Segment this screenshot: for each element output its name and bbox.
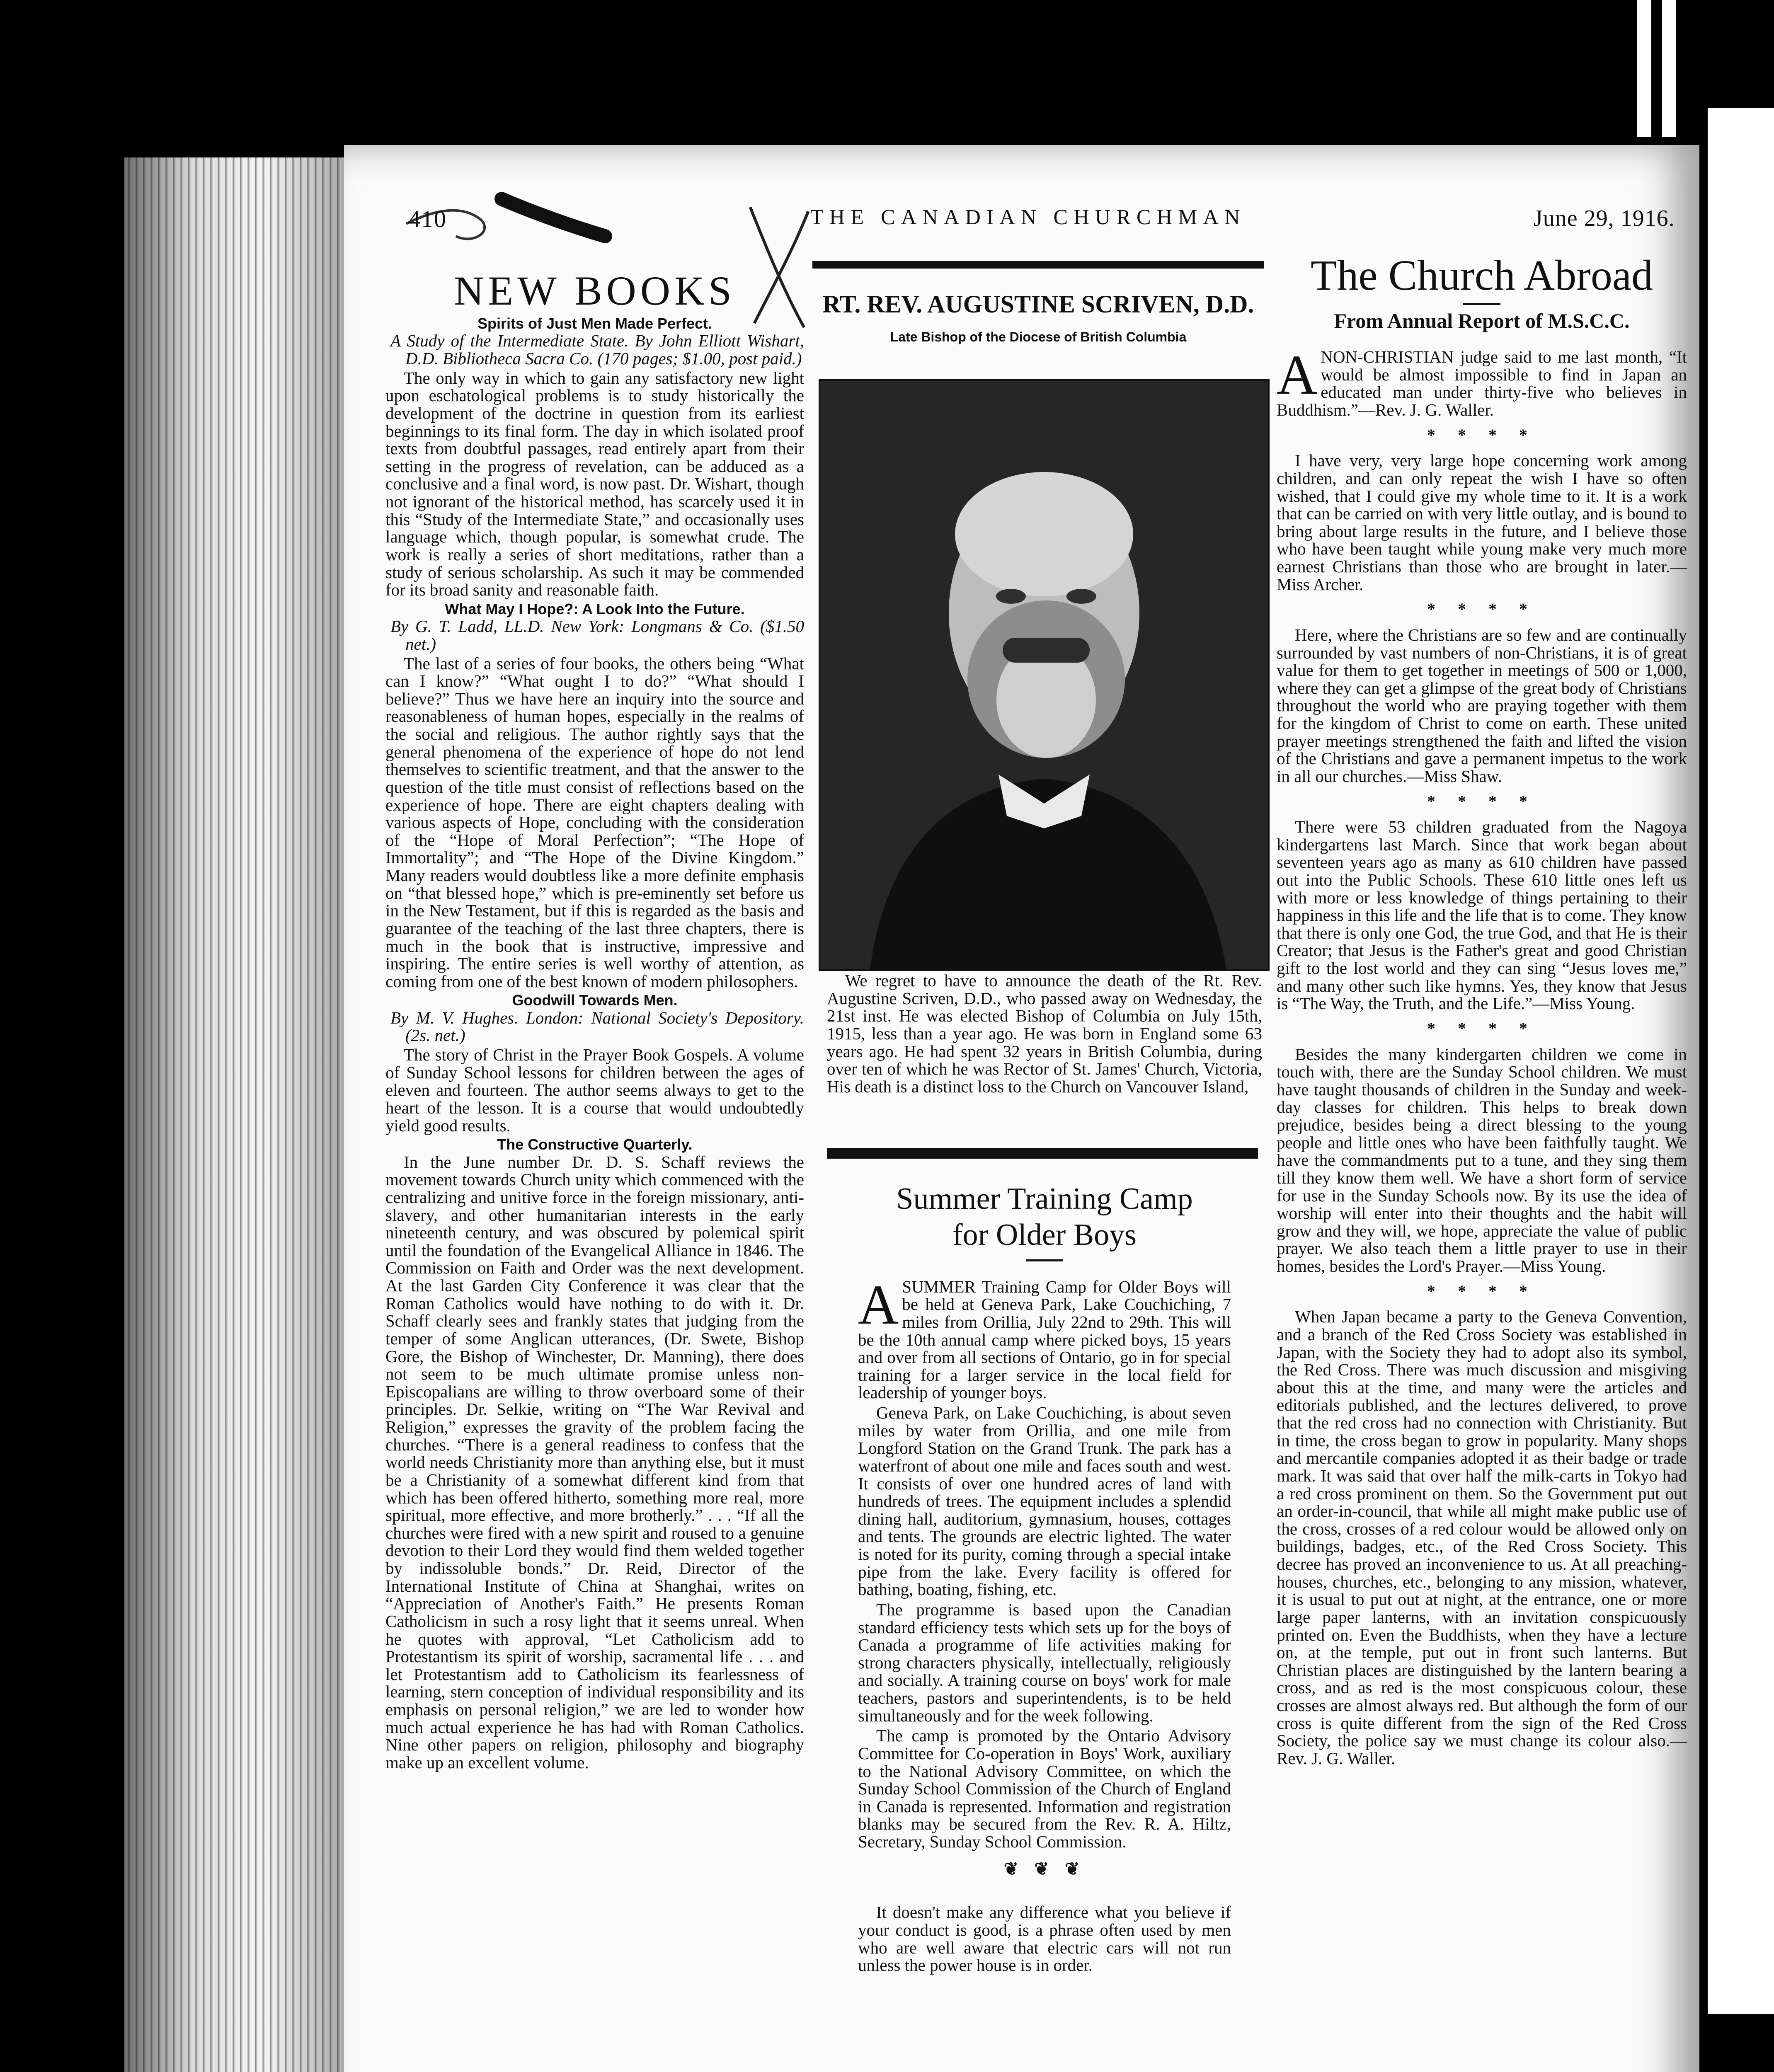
book-citation: A Study of the Intermediate State. By John Elliott Wishart, D.D. Bibliotheca Sacra Co. (170 pages; $1.00, post paid.)	[390, 331, 804, 368]
church-abroad-subtitle: From Annual Report of M.S.C.C.	[1334, 309, 1630, 333]
film-edge-mark	[1662, 0, 1676, 137]
obituary-top-rule	[812, 261, 1264, 269]
abroad-paragraph-1	[1277, 344, 1687, 420]
abroad-paragraph-6: When Japan became a party to the Geneva Convention, and a branch of the Red Cross Society was established in Japan, with the Society they had to adopt also its symbol, the Red Cross. There was much discussion and misgiving about this at the time, and many were the articles and editorials published, and the lectures delivered, to prove that the red cross had no connection with Christianity. But in time, the cross began to grow in popularity. Many shops and mercantile companies adopted it as their badge or trade mark. It was said that over half the milk-carts in Tokyo had a red cross prominent on them. So the Government put out an order-in-council, that while all might make public use of the cross, crosses of a red colour would be allowed only on buildings, badges, etc., of the Red Cross Society. This decree has proved an inconvenience to us. At all preaching-houses, churches, etc., belonging to any mission, whatever, it is usual to put out at night, at the entrance, one or more large paper lanterns, with an invitation conspicuously printed on. Even the Buddhists, when they have a lecture on, at the temple, put out in front such lanterns. But Christian places are distinguished by the lantern bearing a cross, and as red is the most conspicuous colour, these crosses are almost always red. But although the form of our cross is quite different from the sign of the Red Cross Society, the police say we must change its colour also.—Rev. J. G. Waller.	[1277, 1307, 1687, 1768]
abroad-paragraph-1-text: NON-CHRISTIAN judge said to me last month, “It would be almost impossible to find in Japan an educated man under thirty-five who believes in Buddhism.”—Rev. J. G. Waller.	[1277, 347, 1687, 420]
publication-title: THE CANADIAN CHURCHMAN	[810, 206, 1246, 229]
book-citation: By M. V. Hughes. London: National Society's Depository. (2s. net.)	[390, 1008, 804, 1045]
camp-paragraph-3: The programme is based upon the Canadian standard efficiency tests which sets up for the boys of Canada a programme of life activities making for strong characters physically, intellectually, religiously and socially. A training course on boys' work for male teachers, pastors and superintendents, is to be held simultaneously and for the week following.	[858, 1600, 1231, 1725]
section-stars: * * * *	[1427, 600, 1536, 619]
camp-title	[858, 1181, 1231, 1254]
book-title: What May I Hope?: A Look Into the Future.	[445, 600, 745, 617]
camp-paragraph-1-text: SUMMER Training Camp for Older Boys will be held at Geneva Park, Lake Couchiching, 7 miles from Orillia, July 22nd to 29th. This will be the 10th annual camp where picked boys, 15 years and over from all sections of Ontario, go in for special training for a larger service in the local field for leadership of younger boys.	[858, 1277, 1231, 1402]
film-edge-mark	[1637, 0, 1651, 137]
section-stars: * * * *	[1427, 425, 1536, 444]
abroad-paragraph-5: Besides the many kindergarten children we come in touch with, there are the Sunday School children. We must have taught thousands of children in the Sunday and week-day classes for children. This helps to break down prejudice, besides being a direct blessing to the young people and little ones who have been faithfully taught. We have the commandments put to a tune, and they sing them till they know them well. We have a short form of service for use in the Sunday Schools now. By its use the idea of worship will enter into their thoughts and the habit will grow and they will, we hope, appreciate the value of public prayer. We also teach them a little prayer to use in their homes, besides the Lord's Prayer.—Miss Young.	[1277, 1044, 1687, 1276]
book-title: Goodwill Towards Men.	[512, 992, 678, 1009]
camp-paragraph-4: The camp is promoted by the Ontario Advisory Committee for Co-operation in Boys' Work, auxiliary to the National Advisory Committee, on which the Sunday School Commission of the Church of England in Canada is represented. Information and registration blanks may be secured from the Rev. R. A. Hiltz, Secretary, Sunday School Commission.	[858, 1726, 1231, 1851]
ornament-divider: ❦ ❦ ❦	[1003, 1859, 1086, 1879]
section-stars: * * * *	[1427, 1019, 1536, 1038]
portrait-image	[820, 381, 1268, 969]
book-title: Spirits of Just Men Made Perfect.	[477, 315, 713, 332]
church-abroad-column	[1277, 253, 1687, 1770]
camp-dropcap: A	[858, 1273, 899, 1336]
filler-paragraph: It doesn't make any difference what you believe if your conduct is good, is a phrase often used by men who are well aware that electric cars will not run unless the power house is in order.	[858, 1903, 1231, 1975]
abroad-paragraph-3: Here, where the Christians are so few and are continually surrounded by vast numbers of non-Christians, it is of great value for them to get together in meetings of 500 or 1,000, where they can get a glimpse of the great body of Christians throughout the world who are praying together with them for the kingdom of Christ to come on earth. These united prayer meetings strengthened the faith and lifted the vision of the Christians and gave a permanent impetus to the work in all our churches.—Miss Shaw.	[1277, 625, 1687, 786]
book-citation: By G. T. Ladd, LL.D. New York: Longmans & Co. ($1.50 net.)	[390, 617, 804, 654]
camp-title-line1: Summer Training Camp	[896, 1182, 1193, 1216]
new-books-column	[385, 269, 804, 1774]
camp-paragraph-1	[858, 1273, 1231, 1402]
abroad-dropcap: A	[1277, 344, 1318, 407]
camp-paragraph-2: Geneva Park, on Lake Couchiching, is about seven miles by water from Orillia, and one mile from Longford Station on the Grand Trunk. The park has a waterfront of about one mile and faces south and west. It consists of over one hundred acres of land with hundreds of trees. The equipment includes a splendid dining hall, auditorium, gymnasium, houses, cottages and tents. The grounds are electric lighted. The water is noted for its purity, coming through a special intake pipe from the lake. Every facility is offered for bathing, boating, fishing, etc.	[858, 1403, 1231, 1599]
camp-top-rule	[827, 1148, 1258, 1159]
obituary-subtitle: Late Bishop of the Diocese of British Columbia	[890, 329, 1187, 344]
issue-date: June 29, 1916.	[1534, 206, 1675, 231]
obituary-text: We regret to have to announce the death of the Rt. Rev. Augustine Scriven, D.D., who passed away on Wednesday, the 21st inst. He was elected Bishop of Columbia on July 15th, 1915, less than a year ago. He was born in England some 63 years ago. He had spent 32 years in British Columbia, during over ten of which he was Rector of St. James' Church, Victoria, His death is a distinct loss to the Church on Vancouver Island,	[827, 971, 1262, 1096]
obituary-title: RT. REV. AUGUSTINE SCRIVEN, D.D.	[822, 290, 1254, 318]
gutter-shadow	[124, 157, 356, 2072]
page-number: 410	[408, 206, 447, 232]
new-books-heading: NEW BOOKS	[454, 268, 736, 314]
camp-title-rule	[1026, 1259, 1063, 1261]
facing-page-edge	[1708, 108, 1774, 2014]
book-review: In the June number Dr. D. S. Schaff reviews the movement towards Church unity which commenced with the centralizing and unitive force in the foreign missionary, anti-slavery, and other humanitarian interests in the early nineteenth century, and was obscured by polemical spirit until the foundation of the Evangelical Alliance in 1846. The Commission on Faith and Order was the next development. At the last Garden City Conference it was clear that the Roman Catholics would have nothing to do with it. Dr. Schaff clearly sees and frankly states that judging from the temper of some Anglican utterances, (Dr. Swete, Bishop Gore, the Bishop of Winchester, Dr. Manning), there does not seem to be much ultimate promise unless non-Episcopalians are willing to throw overboard some of their principles. Dr. Selkie, writing on “The War Revival and Religion,” expresses the gravity of the problem facing the churches. “There is a general readiness to confess that the world needs Christianity more than anything else, but it must be a Christianity of a somewhat different kind from that which has been offered hitherto, something more real, more spiritual, more effective, and more brotherly.” . . . “If all the churches were fired with a new spirit and roused to a genuine devotion to their Lord they would find them welded together by indissoluble bonds.” Dr. Reid, Director of the International Institute of China at Shanghai, writes on “Appreciation of Another's Faith.” He presents Roman Catholicism in such a rosy light that it seems unreal. When he quotes with approval, “Let Catholicism add to Protestantism its spirit of worship, sacramental life . . . and let Protestantism add to Catholicism its fearlessness of learning, stern conception of individual responsibility and its emphasis on personal religion,” we are led to wonder how much actual experience he has had with Roman Catholics. Nine other papers on religion, philosophy and biography make up an excellent volume.	[385, 1152, 804, 1772]
camp-title-line2: for Older Boys	[952, 1218, 1137, 1252]
book-review: The story of Christ in the Prayer Book Gospels. A volume of Sunday School lessons for children between the ages of eleven and fourteen. The author seems always to get to the heart of the lesson. It is a course that would undoubtedly yield good results.	[385, 1045, 804, 1135]
church-abroad-rule	[1463, 303, 1500, 305]
church-abroad-title: The Church Abroad	[1310, 252, 1653, 299]
bishop-portrait-photo	[819, 379, 1270, 971]
camp-column	[858, 1181, 1231, 1977]
book-title: The Constructive Quarterly.	[497, 1136, 693, 1153]
book-review: The last of a series of four books, the others being “What can I know?” “What ought I to do?” “What should I believe?” Thus we have here an inquiry into the source and reasonableness of human hopes, especially in the realms of the social and religious. The author rightly says that the general phenomena of the experience of hope do not lend themselves to scientific treatment, and that the answer to the question of the title must consist of reflections based on the experience of hope. There are eight chapters dealing with various aspects of Hope, concluding with the consideration of the “Hope of Moral Perfection”; “The Hope of Immortality”; and “The Hope of the Divine Kingdom.” Many readers would doubtless like a more definite emphasis on “that blessed hope,” which is pre-eminently set before us in the New Testament, but if this is regarded as the basis and guarantee of the teaching of the last three chapters, there is much in the book that is instructive, impressive and inspiring. The entire series is well worthy of attention, as coming from one of the best known of modern philosophers.	[385, 654, 804, 991]
section-stars: * * * *	[1427, 792, 1536, 811]
abroad-paragraph-4: There were 53 children graduated from the Nagoya kindergartens last March. Since that work began about seventeen years ago as many as 610 children have passed out into the Public Schools. These 610 little ones left us with more or less knowledge of things pertaining to their happiness in this life and the life that is to come. They know that there is only one God, the true God, and that He is their Creator; that Jesus is the Father's great and good Christian gift to the lost world and they can sing “Jesus loves me,” and many other such like hymns. Yes, they know that Jesus is “The Way, the Truth, and the Life.”—Miss Young.	[1277, 817, 1687, 1013]
abroad-paragraph-2: I have very, very large hope concerning work among children, and can only repeat the wish I have so often wished, that I could give my whole time to it. It is a work that can be carried on with very little outlay, and is bound to bring about large results in the future, and I believe those who have been taught while young make very much more earnest Christians than those who are brought in later.—Miss Archer.	[1277, 451, 1687, 594]
obituary-text-block	[827, 972, 1262, 1098]
section-stars: * * * *	[1427, 1281, 1536, 1300]
book-review: The only way in which to gain any satisfactory new light upon eschatological problems is to study historically the development of the doctrine in question from its earliest beginnings to its final form. The day in which isolated proof texts from doubtful passages, read entirely apart from their setting in the progress of revelation, can be adduced as a conclusive and a final word, is now past. Dr. Wishart, though not ignorant of the historical method, has scarcely used it in this “Study of the Intermediate State,” and occasionally uses language which, though popular, is somewhat crude. The work is really a series of short meditations, rather than a study of serious scholarship. As such it may be commended for its broad sanity and reasonable faith.	[385, 368, 804, 600]
